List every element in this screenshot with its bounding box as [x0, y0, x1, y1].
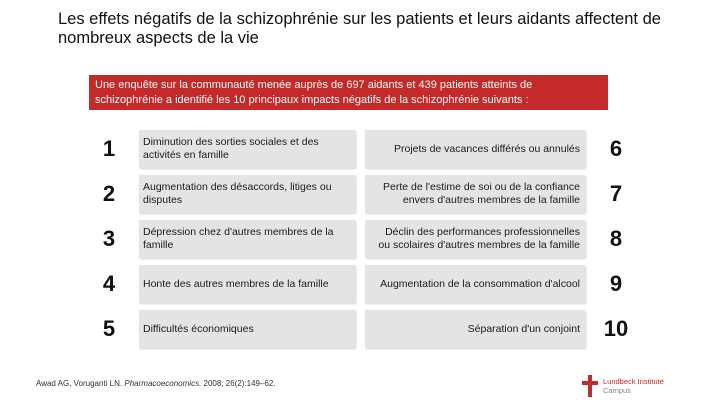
logo-name: Lundbeck Institute — [603, 377, 664, 386]
rank-number: 5 — [89, 310, 129, 348]
impact-label: Honte des autres membres de la famille — [143, 277, 329, 290]
impact-label: Diminution des sorties sociales et des activités en famille — [143, 136, 319, 161]
impact-row — [89, 130, 636, 168]
impact-row — [89, 265, 636, 303]
impact-text — [139, 220, 355, 258]
impact-text — [365, 175, 585, 213]
slide-title: Les effets négatifs de la schizophrénie sur les patients et leurs aidants affectent de nombreux aspects de la vie — [58, 10, 661, 47]
lundbeck-mark-icon — [582, 375, 598, 397]
lundbeck-logo — [582, 373, 702, 399]
rank-number: 9 — [596, 265, 636, 303]
rank-number: 2 — [89, 175, 129, 213]
citation — [36, 379, 276, 388]
logo-sub: Campus — [603, 386, 631, 395]
impact-text — [139, 265, 355, 303]
impact-text — [365, 220, 585, 258]
citation-journal: Pharmacoeconomics. — [124, 379, 202, 388]
rank-number: 8 — [596, 220, 636, 258]
rank-number: 10 — [596, 310, 636, 348]
impact-row — [89, 310, 636, 348]
rank-number: 7 — [596, 175, 636, 213]
impact-label: Projets de vacances différés ou annulés — [393, 142, 580, 155]
rank-number: 4 — [89, 265, 129, 303]
impact-text — [139, 175, 355, 213]
impact-text — [365, 265, 585, 303]
impact-label: Augmentation de la consommation d'alcool — [380, 277, 580, 290]
impact-row — [89, 175, 636, 213]
impact-text — [139, 310, 355, 348]
citation-authors: Awad AG, Voruganti LN. — [36, 379, 123, 388]
rank-number: 1 — [89, 130, 129, 168]
impact-label: Perte de l'estime de soi ou de la confiance envers d'autres membres de la famille — [383, 181, 580, 206]
impact-label: Augmentation des désaccords, litiges ou disputes — [143, 181, 332, 206]
impact-label: Difficultés économiques — [143, 322, 254, 335]
impact-label: Dépression chez d'autres membres de la famille — [143, 226, 334, 251]
impact-row — [89, 220, 636, 258]
impact-text — [365, 310, 585, 348]
impact-text — [365, 130, 585, 168]
rank-number: 6 — [596, 130, 636, 168]
intro-banner: Une enquête sur la communauté menée auprès de 697 aidants et 439 patients atteints de schizophrénie a identifié les 10 principaux impacts négatifs de la schizophrénie suivants : — [89, 75, 608, 110]
impact-text — [139, 130, 355, 168]
impact-label: Déclin des performances professionnelles ou scolaires d'autres membres de la famille — [378, 226, 580, 251]
citation-details: 2008; 26(2):149–62. — [201, 379, 276, 388]
rank-number: 3 — [89, 220, 129, 258]
impact-label: Séparation d'un conjoint — [467, 322, 580, 335]
